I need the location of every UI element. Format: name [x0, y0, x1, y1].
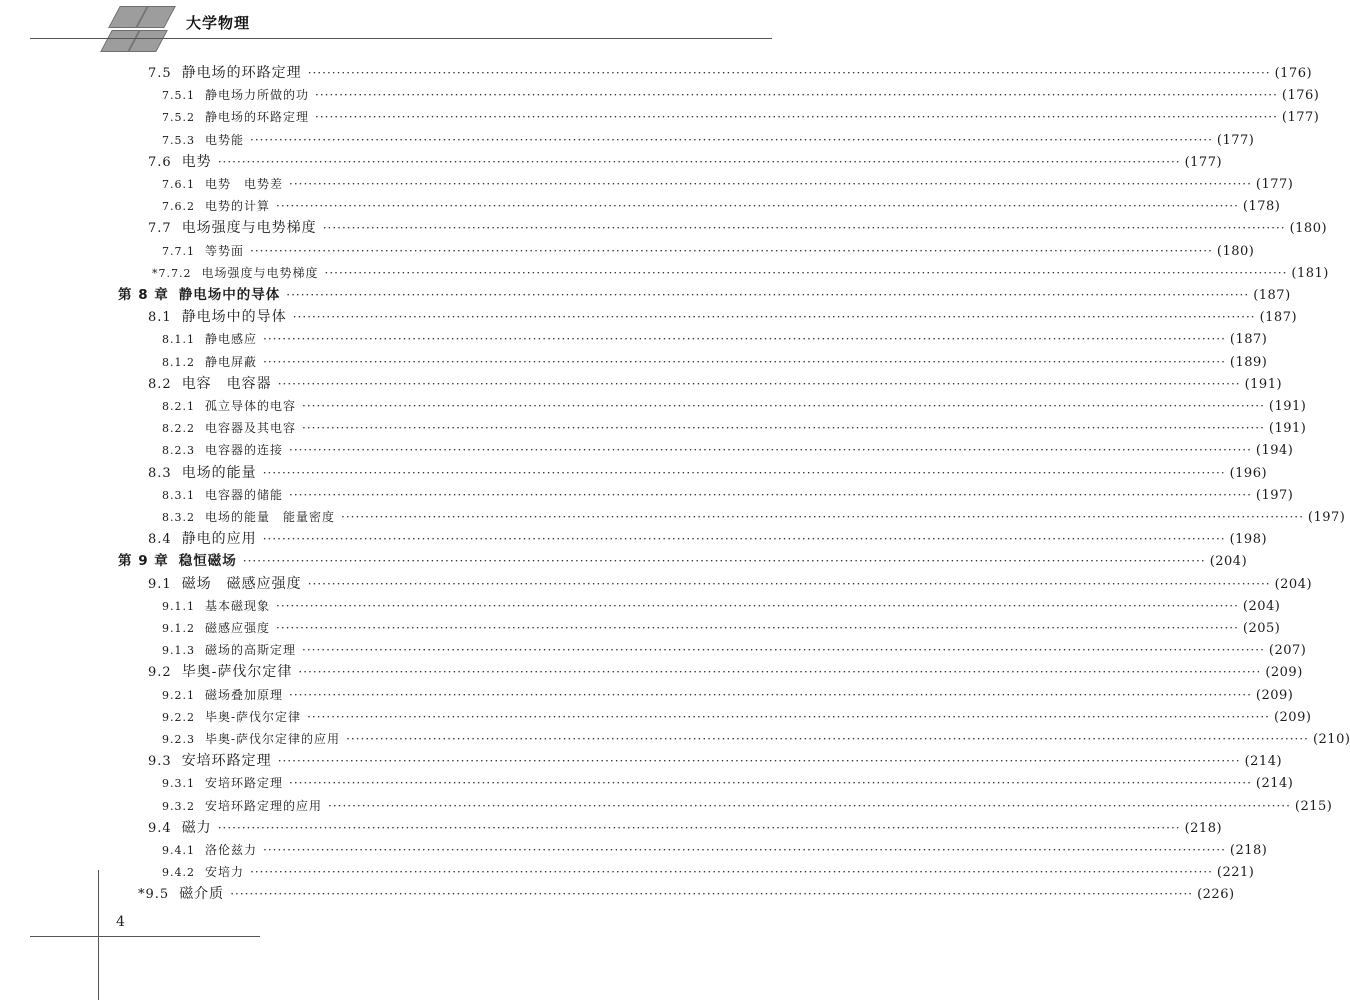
toc-entry-title: 电势能	[205, 132, 245, 147]
toc-entry-number: 9.2.1	[162, 688, 195, 702]
toc-entry-title: 安培环路定理	[181, 753, 272, 770]
toc-entry-title: 电势的计算	[205, 199, 271, 214]
toc-entry-number: 9.4	[148, 820, 172, 836]
toc-leader-dots: ········································································································································································································	[277, 376, 1241, 391]
toc-entry-title: 电场强度与电势梯度	[181, 220, 317, 237]
toc-entry-title: 安培力	[205, 865, 245, 880]
toc-leader-dots: ········································································································································································································	[250, 865, 1213, 880]
toc-entry-number: 9.2.3	[162, 733, 195, 746]
toc-entry-number: 9.2.2	[162, 710, 195, 724]
toc-entry	[118, 550, 1248, 572]
toc-leader-dots: ········································································································································································································	[217, 820, 1181, 835]
toc-entry-number: 7.5.2	[162, 111, 195, 125]
toc-entry	[152, 262, 1329, 284]
toc-entry	[148, 373, 1283, 395]
toc-entry-number: 9.1.2	[162, 622, 195, 635]
toc-leader-dots: ········································································································································································································	[289, 443, 1252, 458]
toc-leader-dots: ········································································································································································································	[302, 643, 1265, 658]
toc-leader-dots: ········································································································································································································	[276, 199, 1239, 214]
toc-entry-page: (207)	[1268, 643, 1307, 659]
toc-entry-title: 毕奥-萨伐尔定律	[205, 709, 302, 724]
toc-entry-page: (187)	[1253, 288, 1291, 303]
toc-leader-dots: ········································································································································································································	[315, 110, 1278, 125]
toc-leader-dots: ········································································································································································································	[277, 754, 1241, 769]
toc-entry-page: (198)	[1229, 532, 1268, 548]
toc-entry	[162, 439, 1294, 461]
toc-entry-page: (214)	[1255, 776, 1294, 792]
toc-entry-title: 基本磁现象	[205, 598, 271, 613]
toc-entry-number: 8.1.1	[162, 333, 195, 347]
toc-entry-page: (218)	[1229, 843, 1268, 858]
toc-entry-number: 7.7.1	[162, 244, 195, 258]
toc-entry-page: (180)	[1289, 221, 1328, 237]
toc-entry-title: 磁场 磁感应强度	[181, 575, 302, 592]
toc-entry	[162, 417, 1307, 439]
toc-leader-dots: ········································································································································································································	[262, 465, 1226, 480]
toc-entry-number: 8.2	[148, 376, 172, 392]
toc-entry-title: 电容 电容器	[181, 375, 272, 392]
toc-entry-title: 毕奥-萨伐尔定律的应用	[205, 732, 341, 746]
toc-entry-number: 8.1.2	[162, 355, 195, 369]
toc-entry	[162, 839, 1268, 861]
toc-leader-dots: ········································································································································································································	[276, 621, 1239, 635]
toc-entry-page: (209)	[1255, 687, 1294, 703]
toc-entry	[162, 706, 1312, 728]
book-title: 大学物理	[186, 14, 251, 32]
toc-leader-dots: ········································································································································································································	[289, 776, 1252, 791]
toc-entry	[148, 217, 1328, 239]
toc-entry-number: 9.4.2	[162, 866, 195, 880]
toc-entry	[162, 395, 1307, 417]
toc-entry	[138, 883, 1235, 905]
toc-entry-title: 电容器及其电容	[205, 421, 297, 436]
toc-leader-dots: ········································································································································································································	[298, 665, 1262, 680]
toc-entry-page: (226)	[1197, 887, 1235, 903]
toc-entry-page: (209)	[1265, 665, 1303, 681]
toc-entry-title: 静电场的环路定理	[181, 65, 302, 81]
toc-entry-page: (204)	[1274, 576, 1313, 592]
toc-entry-page: (191)	[1244, 376, 1283, 392]
toc-entry-page: (215)	[1294, 798, 1333, 814]
toc-entry	[162, 506, 1346, 528]
toc-entry	[162, 639, 1307, 661]
toc-entry-page: (181)	[1291, 265, 1329, 281]
toc-entry-page: (180)	[1216, 243, 1255, 259]
toc-entry-page: (187)	[1229, 332, 1268, 348]
toc-leader-dots: ········································································································································································································	[242, 554, 1206, 569]
toc-entry-title: 电势	[181, 153, 212, 170]
toc-entry-number: 8.1	[148, 310, 172, 326]
toc-entry	[162, 772, 1294, 794]
toc-entry-page: (187)	[1259, 310, 1298, 326]
toc-entry-number: 9.1.1	[162, 599, 195, 613]
toc-entry-page: (177)	[1216, 132, 1255, 148]
toc-entry-page: (210)	[1312, 732, 1350, 747]
toc-entry-title: 电容器的储能	[205, 487, 284, 502]
toc-entry-title: 磁介质	[179, 886, 225, 903]
toc-leader-dots: ········································································································································································································	[289, 177, 1252, 191]
toc-entry-number: 7.6	[148, 154, 172, 170]
toc-entry	[162, 795, 1333, 817]
toc-leader-dots: ········································································································································································································	[263, 332, 1226, 347]
toc-entry	[162, 84, 1320, 106]
toc-leader-dots: ········································································································································································································	[324, 265, 1288, 280]
toc-entry-title: 电场的能量	[181, 464, 257, 481]
toc-leader-dots: ········································································································································································································	[307, 709, 1270, 724]
toc-leader-dots: ········································································································································································································	[250, 132, 1213, 147]
toc-entry-number: 7.5	[148, 66, 172, 81]
toc-entry	[118, 284, 1291, 306]
toc-entry-page: (176)	[1281, 88, 1320, 104]
toc-entry-page: (177)	[1281, 110, 1320, 126]
toc-entry	[162, 173, 1294, 195]
toc-entry-title: 静电场的环路定理	[205, 110, 310, 125]
toc-leader-dots: ········································································································································································································	[346, 732, 1309, 746]
toc-entry-title: 电容器的连接	[205, 443, 284, 458]
toc-entry	[148, 306, 1298, 328]
toc-entry	[162, 684, 1294, 706]
toc-entry	[148, 462, 1268, 484]
toc-entry	[148, 661, 1303, 683]
toc-entry-title: 安培环路定理	[205, 776, 284, 791]
toc-entry	[162, 484, 1294, 506]
toc-entry-title: 磁感应强度	[205, 621, 271, 635]
toc-leader-dots: ········································································································································································································	[292, 310, 1256, 325]
toc-leader-dots: ········································································································································································································	[289, 687, 1252, 702]
toc-entry-page: (209)	[1273, 709, 1312, 725]
toc-leader-dots: ········································································································································································································	[276, 598, 1239, 613]
toc-entry-title: 静电感应	[205, 332, 258, 347]
toc-entry-page: (191)	[1268, 399, 1307, 414]
toc-entry-number: *7.7.2	[152, 266, 192, 280]
toc-entry-number: 8.3.2	[162, 511, 195, 524]
toc-entry-page: (194)	[1255, 443, 1294, 459]
toc-entry-number: 8.4	[148, 532, 172, 548]
page-number: 4	[116, 914, 125, 930]
toc-entry-title: 磁场的高斯定理	[205, 643, 297, 658]
toc-leader-dots: ········································································································································································································	[289, 487, 1252, 502]
toc-entry-number: 9.1	[148, 576, 172, 592]
toc-entry-title: 等势面	[205, 243, 245, 258]
toc-leader-dots: ········································································································································································································	[328, 798, 1291, 813]
toc-entry-number: 9.3.2	[162, 799, 195, 813]
toc-entry-page: (177)	[1184, 154, 1223, 170]
toc-entry-number: 第 9 章	[118, 553, 169, 570]
toc-entry-title: 洛伦兹力	[205, 843, 258, 857]
toc-entry	[148, 817, 1223, 839]
toc-entry-title: 静电的应用	[181, 531, 257, 548]
toc-entry-title: 静电场力所做的功	[205, 88, 310, 103]
toc-entry	[162, 351, 1268, 373]
toc-leader-dots: ········································································································································································································	[286, 288, 1250, 302]
toc-leader-dots: ········································································································································································································	[341, 510, 1304, 524]
toc-entry-number: 9.4.1	[162, 844, 195, 857]
toc-entry-page: (177)	[1255, 177, 1294, 192]
toc-entry-number: 9.1.3	[162, 644, 195, 658]
toc-entry-page: (197)	[1255, 487, 1294, 503]
toc-entry-number: 第 8 章	[118, 287, 169, 303]
toc-entry-number: *9.5	[138, 887, 170, 903]
toc-entry-page: (197)	[1307, 510, 1346, 525]
toc-leader-dots: ········································································································································································································	[302, 399, 1265, 413]
toc-entry-number: 7.7	[148, 221, 172, 237]
toc-entry-title: 静电屏蔽	[205, 354, 258, 369]
toc-entry-page: (176)	[1274, 66, 1313, 81]
footer-vertical-rule	[98, 870, 99, 1000]
toc-entry-number: 9.2	[148, 665, 172, 681]
four-tile-logo-icon	[100, 2, 180, 60]
toc-entry	[148, 528, 1268, 550]
toc-entry	[162, 328, 1268, 350]
toc-entry-page: (205)	[1242, 621, 1281, 636]
toc-entry	[148, 750, 1283, 772]
toc-entry	[148, 151, 1223, 173]
toc-leader-dots: ········································································································································································································	[217, 154, 1181, 169]
toc-entry-number: 9.3.1	[162, 777, 195, 791]
toc-entry-number: 8.3.1	[162, 488, 195, 502]
toc-entry-page: (218)	[1184, 820, 1223, 836]
toc-leader-dots: ········································································································································································································	[307, 576, 1271, 591]
toc-entry	[162, 129, 1255, 151]
toc-entry	[162, 595, 1281, 617]
toc-entry-page: (204)	[1209, 554, 1248, 570]
toc-entry	[148, 573, 1313, 595]
toc-entry	[162, 195, 1281, 217]
toc-entry	[162, 240, 1255, 262]
toc-entry-title: 磁场叠加原理	[205, 687, 284, 702]
toc-leader-dots: ········································································································································································································	[263, 354, 1226, 369]
toc-entry-number: 8.3	[148, 465, 172, 481]
toc-leader-dots: ········································································································································································································	[263, 843, 1226, 857]
toc-entry	[148, 62, 1313, 84]
toc-entry-page: (204)	[1242, 598, 1281, 614]
toc-leader-dots: ········································································································································································································	[262, 532, 1226, 547]
toc-entry-number: 7.5.3	[162, 133, 195, 147]
toc-entry-number: 9.3	[148, 754, 172, 770]
toc-entry-page: (191)	[1268, 421, 1307, 437]
toc-entry-number: 7.6.1	[162, 178, 195, 191]
toc-entry-title: 静电场中的导体	[178, 287, 281, 303]
toc-entry-page: (196)	[1229, 465, 1268, 481]
toc-entry-number: 7.6.2	[162, 200, 195, 214]
footer-horizontal-rule	[30, 936, 260, 937]
toc-leader-dots: ········································································································································································································	[250, 243, 1213, 258]
toc-entry-title: 电场强度与电势梯度	[201, 265, 319, 280]
toc-entry-title: 安培环路定理的应用	[205, 798, 323, 813]
toc-entry-number: 7.5.1	[162, 89, 195, 103]
toc-entry-page: (189)	[1229, 354, 1268, 370]
toc-leader-dots: ········································································································································································································	[302, 421, 1265, 436]
toc-entry-page: (221)	[1216, 865, 1255, 881]
toc-entry-title: 电场的能量 能量密度	[205, 510, 336, 524]
toc-entry-title: 稳恒磁场	[178, 553, 237, 570]
toc-entry-title: 毕奥-萨伐尔定律	[181, 664, 293, 681]
toc-entry-title: 磁力	[181, 819, 212, 836]
toc-entry	[162, 106, 1320, 128]
toc-leader-dots: ········································································································································································································	[315, 88, 1278, 103]
toc-leader-dots: ········································································································································································································	[322, 221, 1286, 236]
toc-leader-dots: ········································································································································································································	[307, 66, 1271, 80]
toc-entry-number: 8.2.3	[162, 444, 195, 458]
toc-leader-dots: ········································································································································································································	[230, 887, 1194, 902]
header-rule	[30, 38, 772, 39]
toc-entry	[162, 861, 1255, 883]
toc-entry-title: 孤立导体的电容	[205, 399, 297, 413]
toc-entry-number: 8.2.2	[162, 422, 195, 436]
toc-entry-title: 静电场中的导体	[181, 309, 287, 326]
toc-entry-page: (214)	[1244, 754, 1283, 770]
toc-entry	[162, 728, 1350, 750]
toc-entry	[162, 617, 1281, 639]
toc-entry-title: 电势 电势差	[205, 177, 284, 191]
toc-entry-page: (178)	[1242, 199, 1281, 215]
toc-entry-number: 8.2.1	[162, 400, 195, 413]
